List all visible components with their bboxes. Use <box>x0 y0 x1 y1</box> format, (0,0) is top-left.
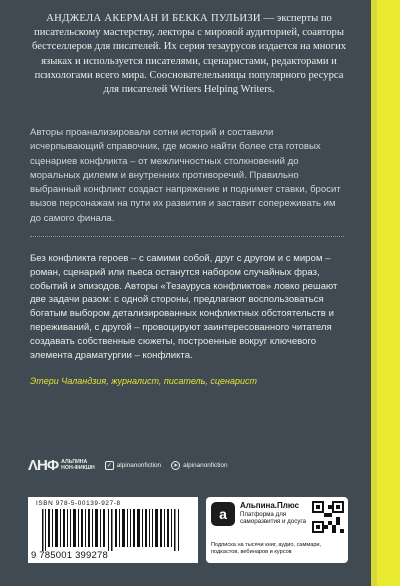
vk-handle: alpinanonfiction <box>116 461 162 469</box>
alpina-plus-promo <box>206 497 348 563</box>
ean-number: 9 785001 399278 <box>31 550 108 561</box>
publisher-logo <box>28 457 95 474</box>
author-bio-text: — эксперты по писательскому мастерству, лекторы с мировой аудиторией, соавторы бестселлеров для писателей. Их серия тезаурусов издается на многих языках и используется писателями, сценаристами, редакторами и психологами всего мира. Сооснователельницы популярного ресурса для писателей Writers Helping Writers. <box>31 13 347 96</box>
quote-author: Этери Чаландзия, <box>30 376 109 386</box>
quote-attribution <box>30 376 350 386</box>
publisher-row <box>28 454 348 476</box>
promo-subtitle: Платформа для саморазвития и досуга <box>240 511 306 526</box>
quote-author-role: журналист, писатель, сценарист <box>108 376 257 386</box>
barcode-block <box>28 497 198 563</box>
isbn: ISBN 978-5-00139-927-8 <box>36 500 121 507</box>
promo-title: Альпина.Плюс <box>240 501 300 510</box>
author-bio <box>28 12 350 97</box>
author-names: АНДЖЕЛА АКЕРМАН И БЕККА ПУЛЬИЗИ <box>46 13 261 24</box>
vk-link[interactable] <box>105 461 161 470</box>
telegram-handle: alpinanonfiction <box>183 461 228 469</box>
qr-code[interactable] <box>312 501 344 533</box>
barcode <box>42 509 188 551</box>
telegram-icon: ➤ <box>173 462 179 469</box>
publisher-logo-line1: АЛЬПИНА <box>61 459 88 465</box>
book-description: Авторы проанализировали сотни историй и составили исчерпывающий справочник, где можно найти более ста готовых сценариев конфликта – от межличностных столкновений до моральных дилемм и внутренних противоречий. Правильно выбранный конфликт создаст напряжение и поднимет ставки, бросит вызов персонажам на пути их развития и заставит сопереживать им до самого финала. <box>30 127 341 224</box>
publisher-logo-mark: ΛΗΦ <box>28 456 59 474</box>
review-quote: Без конфликта героев – с самими собой, друг с другом и с миром – роман, сценарий или пьеса останутся набором случайных фраз, событий и эпизодов. Авторы «Тезауруса конфликтов» ловко решают две задачи разом: с одной стороны, предлагают воспользоваться богатым выбором детализированных конфликтных обстоятельств и переживаний, с другой – провоцируют заинтересованного читателя создавать собственные сюжеты, построенные вокруг ключевого элемента драматургии – конфликта. <box>30 253 338 361</box>
divider <box>30 236 344 237</box>
vk-icon: ✓ <box>106 462 112 469</box>
telegram-link[interactable] <box>171 461 227 470</box>
spine-edge <box>371 0 377 586</box>
publisher-logo-line2: НОН-ФИКШН <box>61 465 95 471</box>
alpina-plus-logo-icon: a <box>211 502 235 526</box>
promo-footer: Подписка на тысячи книг, аудио, саммари, подкастов, вебинаров и курсов <box>211 542 322 555</box>
